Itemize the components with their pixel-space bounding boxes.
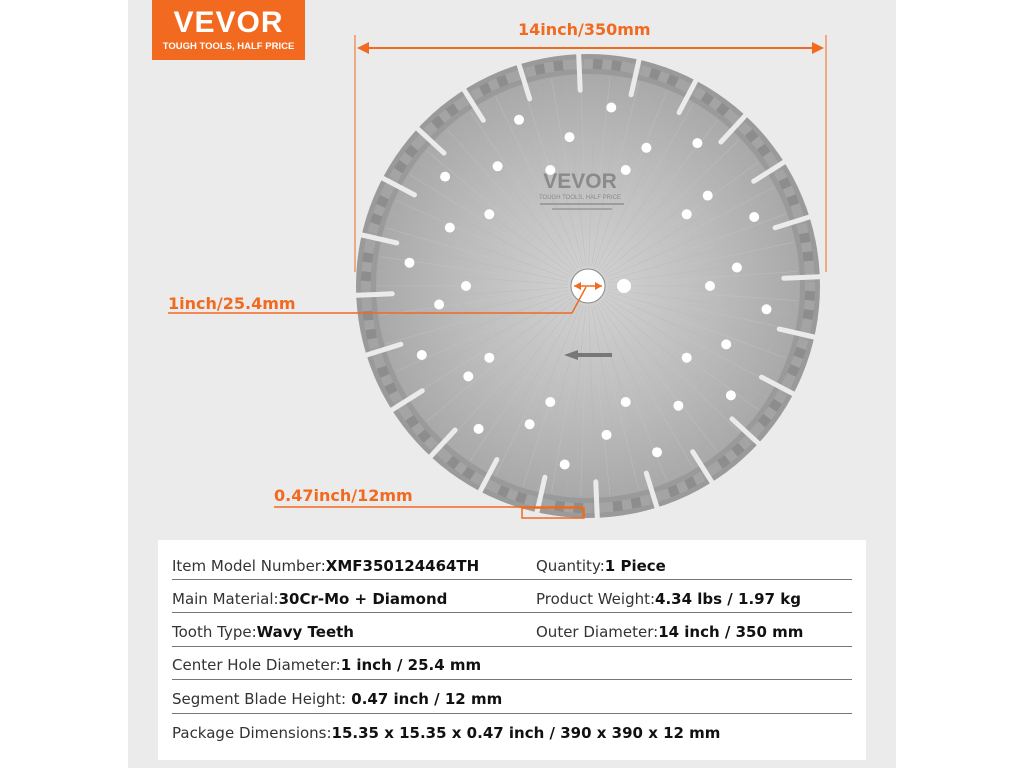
divider	[172, 612, 852, 613]
cooling-hole	[405, 258, 415, 268]
cooling-hole	[749, 212, 759, 222]
cooling-hole	[484, 209, 494, 219]
blade-print-tagline: TOUGH TOOLS, HALF PRICE	[538, 195, 622, 201]
cooling-hole	[621, 397, 631, 407]
cooling-hole	[641, 143, 651, 153]
segment-height-label: 0.47inch/12mm	[274, 486, 413, 505]
spec-value: 0.47 inch / 12 mm	[346, 690, 503, 708]
cooling-hole	[762, 304, 772, 314]
spec-label: Package Dimensions:	[172, 724, 332, 742]
cooling-hole	[461, 281, 471, 291]
spec-row-weight	[536, 586, 801, 619]
spec-row-tooth-type	[172, 619, 354, 652]
cooling-hole	[525, 419, 535, 429]
logo-tagline: TOUGH TOOLS, HALF PRICE	[162, 41, 295, 52]
spec-value: 30Cr-Mo + Diamond	[278, 590, 448, 608]
spec-label: Quantity:	[536, 557, 605, 575]
spec-row-model	[172, 553, 479, 586]
cooling-hole	[673, 401, 683, 411]
spec-value: 4.34 lbs / 1.97 kg	[655, 590, 801, 608]
spec-row-center-hole	[172, 652, 481, 685]
outer-diameter-label: 14inch/350mm	[518, 20, 651, 39]
spec-row-outer-diameter	[536, 619, 803, 652]
spec-label: Segment Blade Height:	[172, 690, 347, 708]
spec-label: Center Hole Diameter:	[172, 656, 341, 674]
spec-row-quantity	[536, 553, 666, 586]
divider	[172, 713, 852, 714]
spec-row-material	[172, 586, 447, 619]
divider	[172, 679, 852, 680]
cooling-hole	[417, 350, 427, 360]
cooling-hole	[474, 424, 484, 434]
spec-row-package	[172, 720, 720, 753]
cooling-hole	[721, 339, 731, 349]
blade-print-line	[540, 203, 624, 205]
cooling-hole	[606, 103, 616, 113]
gullet-slot	[579, 52, 581, 90]
spec-table	[158, 540, 866, 760]
cooling-hole	[560, 460, 570, 470]
cooling-hole	[565, 132, 575, 142]
spec-label: Item Model Number:	[172, 557, 326, 575]
divider	[172, 579, 852, 580]
gullet-slot	[354, 294, 392, 296]
product-image	[128, 0, 896, 768]
cooling-hole	[445, 223, 455, 233]
center-hole-label: 1inch/25.4mm	[168, 294, 296, 313]
cooling-hole	[493, 161, 503, 171]
cooling-hole	[692, 138, 702, 148]
cooling-hole	[602, 430, 612, 440]
spec-value: 1 inch / 25.4 mm	[340, 656, 482, 674]
spec-value: 15.35 x 15.35 x 0.47 inch / 390 x 390 x 12 mm	[331, 724, 721, 742]
divider	[172, 646, 852, 647]
cooling-hole	[732, 263, 742, 273]
cooling-hole	[434, 300, 444, 310]
cooling-hole	[463, 371, 473, 381]
cooling-hole	[705, 281, 715, 291]
spec-label: Main Material:	[172, 590, 279, 608]
pin-hole	[617, 279, 631, 293]
logo-name: VEVOR	[173, 6, 284, 39]
gullet-slot	[596, 482, 598, 520]
saw-blade-diagram	[128, 0, 896, 540]
spec-value: 1 Piece	[604, 557, 666, 575]
blade-print-line	[552, 208, 612, 210]
cooling-hole	[514, 115, 524, 125]
spec-label: Tooth Type:	[172, 623, 257, 641]
cooling-hole	[652, 447, 662, 457]
spec-value: XMF350124464TH	[325, 557, 480, 575]
spec-value: 14 inch / 350 mm	[658, 623, 804, 641]
cooling-hole	[726, 390, 736, 400]
cooling-hole	[703, 191, 713, 201]
cooling-hole	[682, 353, 692, 363]
cooling-hole	[621, 165, 631, 175]
spec-label: Outer Diameter:	[536, 623, 659, 641]
spec-value: Wavy Teeth	[256, 623, 354, 641]
cooling-hole	[545, 397, 555, 407]
cooling-hole	[484, 353, 494, 363]
spec-label: Product Weight:	[536, 590, 656, 608]
spec-row-segment-height	[172, 686, 502, 719]
cooling-hole	[440, 172, 450, 182]
blade-print-logo: VEVOR	[543, 170, 617, 193]
gullet-slot	[784, 277, 822, 279]
cooling-hole	[682, 209, 692, 219]
